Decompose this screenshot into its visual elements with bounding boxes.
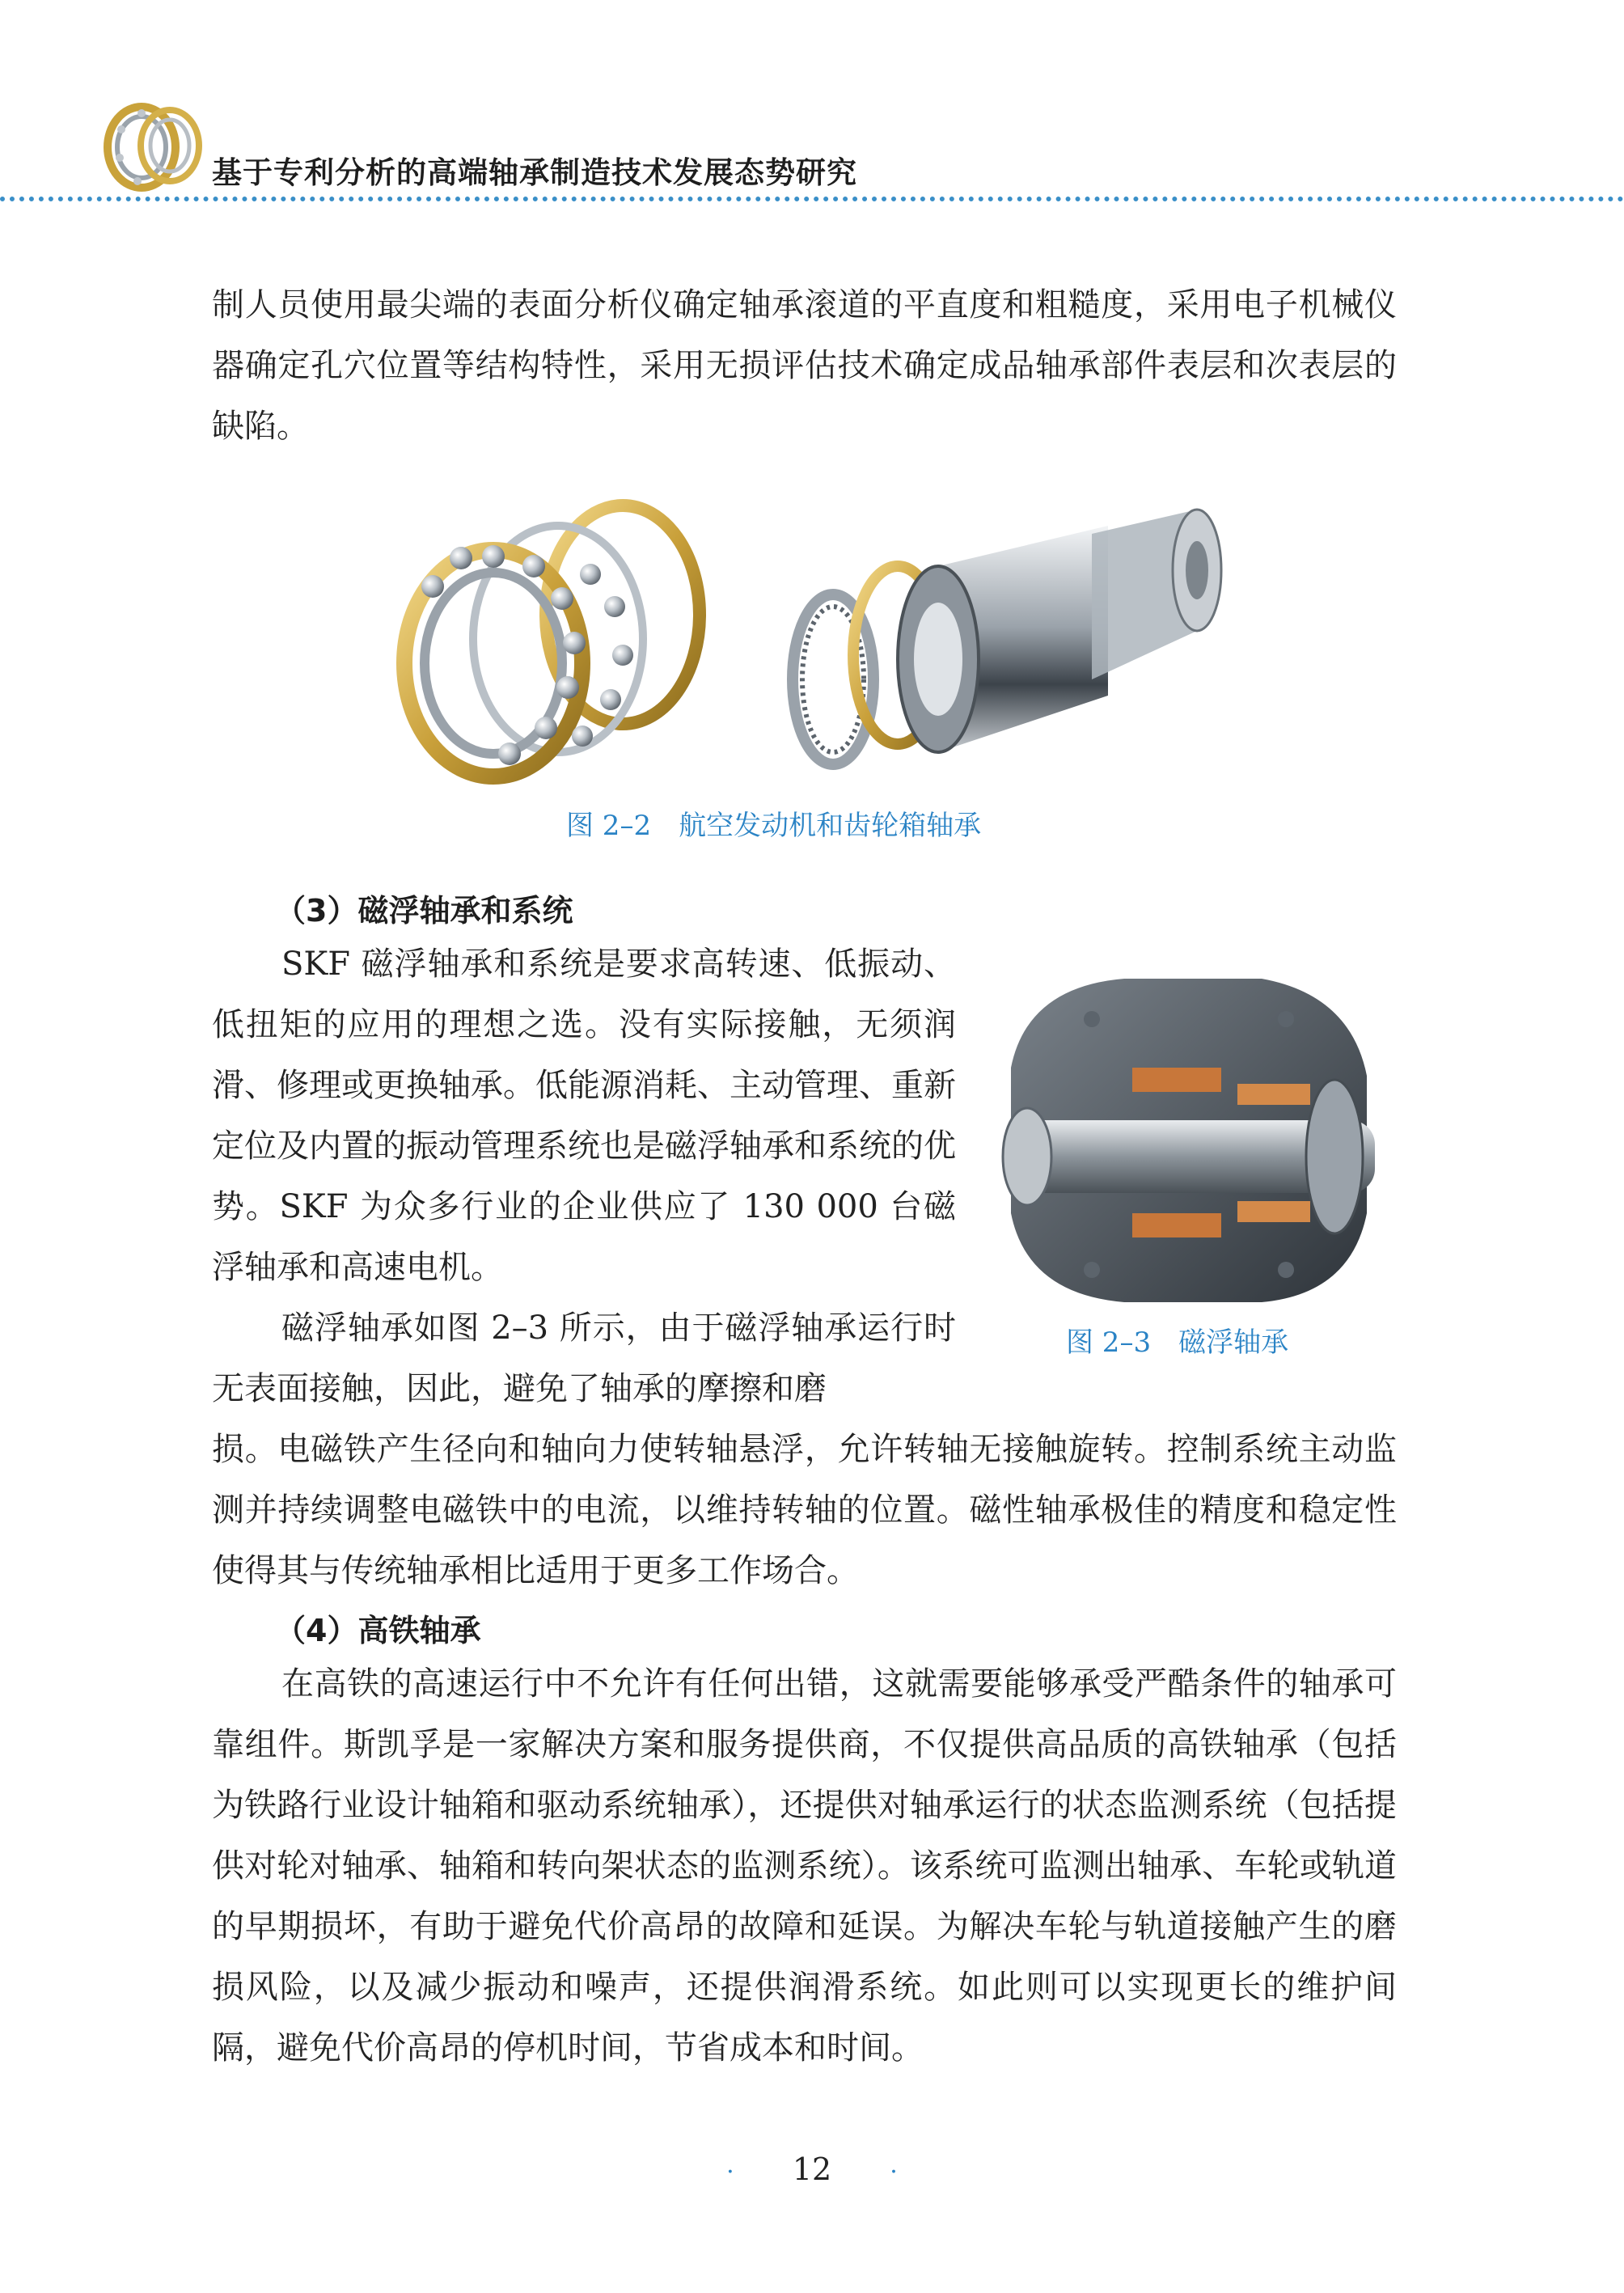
- page-header: [0, 0, 1624, 210]
- footer-bullet-left: ·: [726, 2158, 734, 2186]
- figure-2-2-caption: 图 2–2 航空发动机和齿轮箱轴承: [566, 810, 982, 842]
- footer-bullet-right: ·: [890, 2158, 898, 2186]
- section-3-paragraph-2-rest: 损。电磁铁产生径向和轴向力使转轴悬浮，允许转轴无接触旋转。控制系统主动监测并持续调整电磁铁中的电流，以维持转轴的位置。磁性轴承极佳的精度和稳定性使得其与传统轴承相比适用于更多工作场合。: [212, 1431, 1397, 1589]
- page-footer: [0, 2151, 1624, 2187]
- figure-aero-gearbox-bearings: [380, 493, 1254, 785]
- page-number: 12: [792, 2151, 832, 2187]
- section-3-paragraph-2-start: 磁浮轴承如图 2–3 所示，由于磁浮轴承运行时无表面接触，因此，避免了轴承的摩擦和磨: [212, 1309, 956, 1407]
- intro-paragraph: 制人员使用最尖端的表面分析仪确定轴承滚道的平直度和粗糙度，采用电子机械仪器确定孔穴位置等结构特性，采用无损评估技术确定成品轴承部件表层和次表层的缺陷。: [212, 286, 1397, 445]
- header-dotted-rule: [0, 197, 1624, 201]
- header-title: 基于专利分析的高端轴承制造技术发展态势研究: [212, 155, 857, 190]
- figure-2-3-caption: 图 2–3 磁浮轴承: [1066, 1326, 1289, 1359]
- figure-magnetic-bearing: [995, 971, 1383, 1310]
- bearing-logo-icon: [97, 97, 210, 194]
- section-4-paragraph: 在高铁的高速运行中不允许有任何出错，这就需要能够承受严酷条件的轴承可靠组件。斯凯孚是一家解决方案和服务提供商，不仅提供高品质的高铁轴承（包括为铁路行业设计轴箱和驱动系统轴承），还提供对轴承运行的状态监测系统（包括提供对轮对轴承、轴箱和转向架状态的监测系统）。该系统可监测出轴承、车轮或轨道的早期损坏，有助于避免代价高昂的故障和延误。为解决车轮与轨道接触产生的磨损风险，以及减少振动和噪声，还提供润滑系统。如此则可以实现更长的维护间隔，避免代价高昂的停机时间，节省成本和时间。: [212, 1665, 1397, 2067]
- section-3-paragraph-1: SKF 磁浮轴承和系统是要求高转速、低振动、低扭矩的应用的理想之选。没有实际接触，无须润滑、修理或更换轴承。低能源消耗、主动管理、重新定位及内置的振动管理系统也是磁浮轴承和系统的优势。SKF 为众多行业的企业供应了 130 000 台磁浮轴承和高速电机。: [212, 946, 956, 1286]
- section-3-heading: （3）磁浮轴承和系统: [275, 893, 573, 929]
- section-4-heading: （4）高铁轴承: [275, 1613, 481, 1648]
